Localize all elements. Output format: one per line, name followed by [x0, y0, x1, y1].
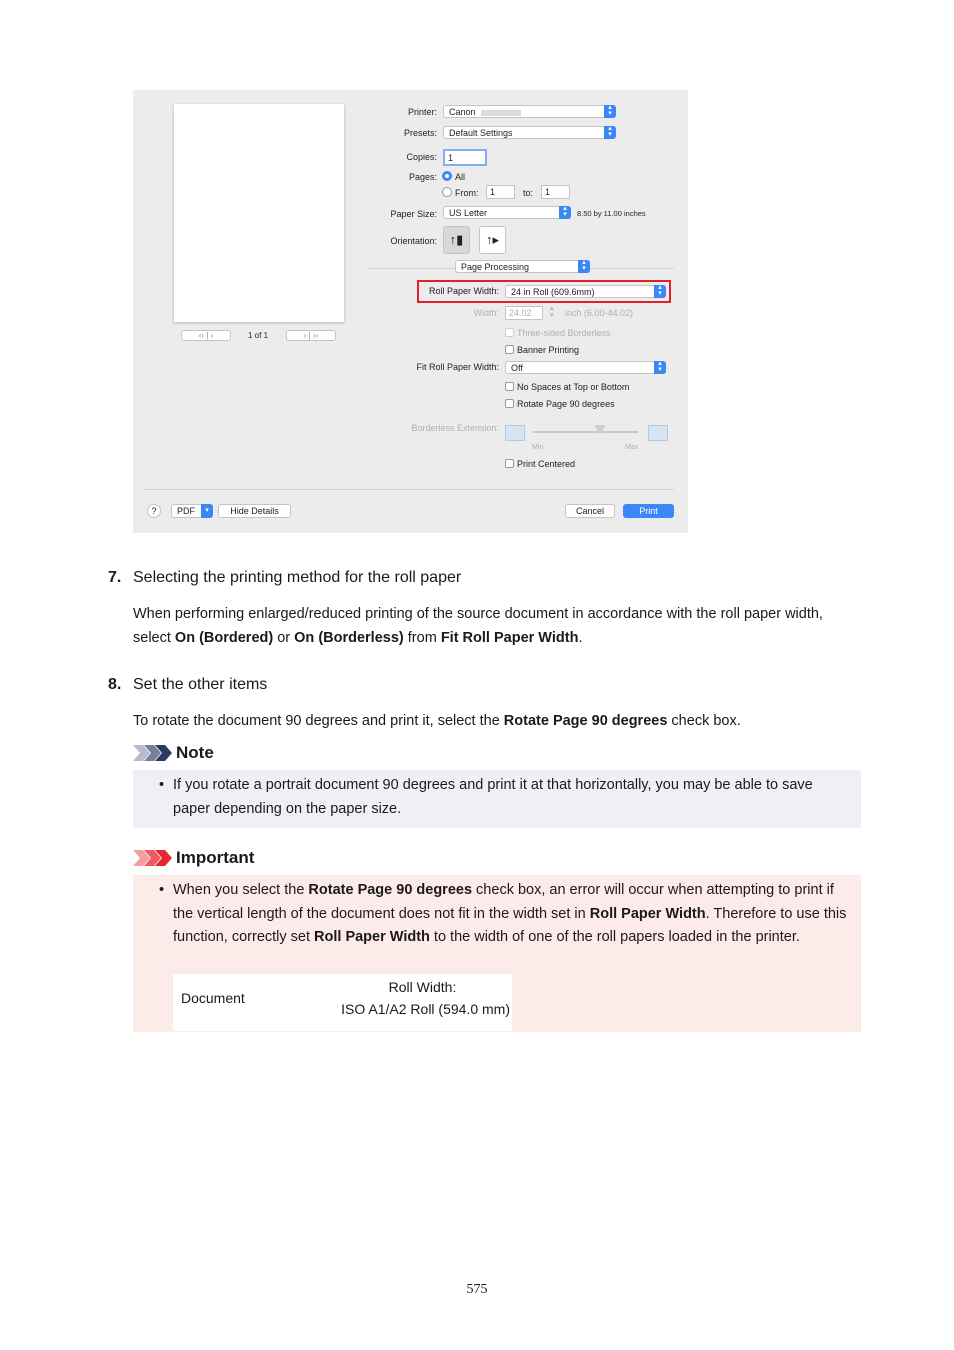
help-button[interactable]: ? — [147, 504, 161, 518]
note-bullet-text: If you rotate a portrait document 90 degrees and print it at that horizontally, you may be able to save paper depending on the paper size. — [173, 777, 813, 817]
roll-width-value: 24 in Roll (609.6mm) — [511, 287, 595, 297]
step-8-text — [133, 709, 853, 733]
note-title: Note — [176, 743, 214, 762]
table-roll-label: Roll Width: — [388, 979, 457, 995]
roll-width-term: Roll Paper Width — [314, 929, 430, 945]
note-bullet-dot: • — [159, 777, 165, 793]
roll-width-label: Roll Paper Width: — [428, 286, 499, 296]
paper-size-select[interactable] — [443, 206, 571, 219]
chevron-updown-icon: ▴ ▾ — [559, 206, 571, 219]
preview-prev-buttons[interactable]: ‹‹ | ‹ — [181, 330, 231, 341]
cancel-button[interactable]: Cancel — [565, 504, 615, 518]
hide-details-button[interactable]: Hide Details — [218, 504, 291, 518]
chevron-updown-icon: ▴ ▾ — [604, 126, 616, 139]
to-input[interactable]: 1 — [541, 185, 570, 199]
pages-all-label: All — [455, 172, 466, 182]
presets-select[interactable] — [443, 126, 616, 139]
rotate-label: Rotate Page 90 degrees — [517, 399, 615, 409]
min-extension-icon — [505, 425, 525, 441]
pdf-label: PDF — [177, 506, 195, 516]
step-7-number: 7. — [108, 569, 122, 586]
page-preview — [174, 104, 344, 322]
on-borderless-term: On (Borderless) — [294, 630, 404, 646]
portrait-button[interactable] — [443, 226, 470, 254]
width-range: inch (6.00-44.02) — [565, 308, 634, 318]
width-input[interactable]: 24.02 — [505, 306, 543, 320]
chevron-updown-icon: ▴ ▾ — [604, 105, 616, 118]
three-sided-label: Three-sided Borderless — [517, 328, 611, 338]
fit-roll-select[interactable] — [505, 361, 666, 374]
important-text-part: When you select the — [173, 882, 309, 898]
orientation-label: Orientation: — [390, 236, 437, 246]
step-7-text-part: When performing enlarged/reduced printing of the source document in accordance with the roll paper width, select — [133, 606, 823, 646]
step-8-number: 8. — [108, 676, 122, 693]
important-text-part: . Therefore to use this function, correctly set — [173, 905, 847, 945]
no-spaces-checkbox[interactable] — [505, 382, 514, 391]
landscape-orientation-icon: ↑▸ — [485, 232, 500, 247]
roll-width-term: Roll Paper Width — [589, 905, 706, 922]
print-button[interactable]: Print — [623, 504, 674, 518]
note-icon — [133, 745, 173, 761]
fit-roll-term: Fit Roll Paper Width — [440, 630, 579, 646]
chevron-updown-icon: ▴ ▾ — [578, 260, 590, 273]
banner-checkbox[interactable] — [505, 345, 514, 354]
page-counter: 1 of 1 — [248, 331, 269, 340]
step-7-text-part: . — [578, 630, 583, 646]
copies-input[interactable]: 1 — [443, 149, 487, 166]
pages-from-label: From: — [455, 188, 479, 198]
table-roll-value: ISO A1/A2 Roll (594.0 mm) — [341, 1001, 510, 1017]
rotate-term: Rotate Page 90 degrees — [308, 882, 473, 898]
extension-slider[interactable] — [533, 431, 638, 433]
chevron-down-icon: ▾ — [201, 504, 213, 518]
fit-roll-label: Fit Roll Paper Width: — [416, 362, 499, 372]
print-dialog-screenshot — [133, 90, 688, 533]
important-box — [133, 875, 861, 1032]
slider-min-label: Min — [532, 444, 544, 451]
note-box — [133, 770, 861, 828]
step-7-text — [133, 602, 853, 650]
print-centered-label: Print Centered — [517, 459, 576, 469]
printer-label: Printer: — [407, 107, 437, 117]
pages-all-radio[interactable] — [442, 171, 452, 181]
landscape-button[interactable] — [479, 226, 506, 254]
step-7-text-part: from — [403, 630, 441, 646]
print-centered-checkbox[interactable] — [505, 459, 514, 468]
fit-roll-value: Off — [511, 363, 523, 373]
step-7-text-part: or — [273, 630, 295, 646]
step-8-title: Set the other items — [133, 676, 268, 693]
three-sided-checkbox[interactable] — [505, 328, 514, 337]
page-number: 575 — [466, 1282, 488, 1297]
bottom-separator — [143, 489, 674, 490]
step-8-text-part: check box. — [667, 713, 741, 729]
no-spaces-label: No Spaces at Top or Bottom — [517, 382, 630, 392]
width-label: Width: — [473, 308, 499, 318]
slider-max-label: Max — [625, 444, 639, 451]
max-extension-icon — [648, 425, 668, 441]
width-stepper-icon: ▴ ▾ — [550, 305, 554, 319]
presets-value: Default Settings — [449, 128, 513, 138]
printer-name-redacted — [481, 110, 521, 116]
table-document-label: Document — [181, 990, 245, 1006]
paper-size-dims: 8.50 by 11.00 inches — [577, 209, 646, 218]
roll-width-table — [173, 974, 512, 1031]
presets-label: Presets: — [403, 128, 437, 138]
section-select[interactable] — [455, 260, 590, 273]
important-text-part: to the width of one of the roll papers loaded in the printer. — [429, 929, 800, 945]
rotate-checkbox[interactable] — [505, 399, 514, 408]
printer-value: Canon — [449, 107, 476, 117]
important-title: Important — [176, 848, 255, 867]
pdf-button[interactable] — [171, 504, 213, 518]
paper-size-label: Paper Size: — [390, 209, 437, 219]
portrait-orientation-icon: ↑▮ — [449, 232, 464, 247]
from-input[interactable]: 1 — [486, 185, 515, 199]
copies-label: Copies: — [406, 152, 437, 162]
important-bullet-dot: • — [159, 882, 165, 898]
printer-select[interactable] — [443, 105, 616, 118]
section-select-value: Page Processing — [461, 262, 530, 272]
preview-next-buttons[interactable]: › | ›› — [286, 330, 336, 341]
borderless-ext-label: Borderless Extension: — [411, 423, 499, 433]
step-7-title: Selecting the printing method for the roll paper — [133, 569, 462, 586]
slider-thumb[interactable] — [594, 425, 606, 435]
pages-label: Pages: — [408, 172, 437, 182]
important-icon — [133, 850, 173, 866]
chevron-updown-icon: ▴ ▾ — [654, 285, 666, 298]
pages-to-label: to: — [523, 188, 534, 198]
paper-size-value: US Letter — [449, 208, 488, 218]
important-bullet-text — [173, 879, 857, 950]
chevron-updown-icon: ▴ ▾ — [654, 361, 666, 374]
roll-width-select[interactable] — [505, 285, 666, 298]
pages-from-radio[interactable] — [442, 187, 452, 197]
rotate-term: Rotate Page 90 degrees — [503, 713, 668, 729]
banner-label: Banner Printing — [517, 345, 580, 355]
on-bordered-term: On (Bordered) — [174, 630, 274, 646]
step-8-text-part: To rotate the document 90 degrees and print it, select the — [133, 713, 504, 729]
important-text-part: check box, an error will occur when attempting to print if the vertical length of the document does not fit in the width set in — [173, 882, 834, 922]
